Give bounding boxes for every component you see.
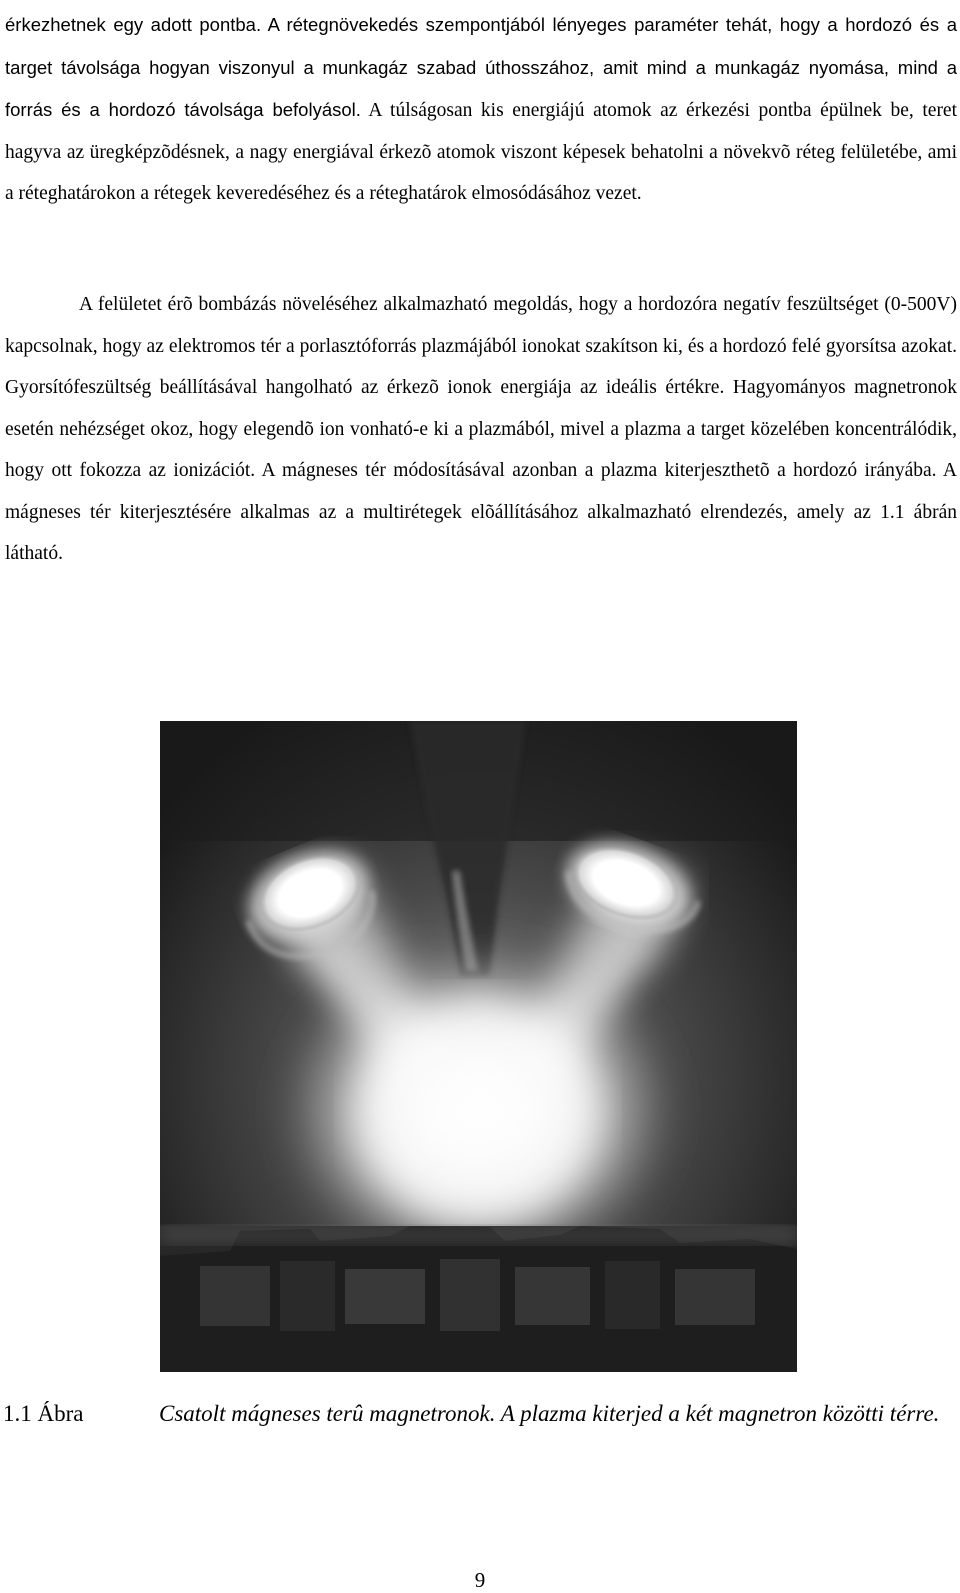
page-number: 9 — [474, 1568, 486, 1592]
figure-caption-text: Csatolt mágneses terû magnetronok. A plazma kiterjed a két magnetron közötti térre. — [159, 1401, 940, 1426]
figure-caption-number: 1.1 Ábra — [3, 1401, 84, 1426]
figure-caption — [3, 1395, 957, 1433]
paragraph-2-text: A felületet érõ bombázás növeléséhez alkalmazható megoldás, hogy a hordozóra negatív feszültséget (0-500V) kapcsolnak, hogy az elektromos tér a porlasztóforrás plazmájából ionokat szakítson ki, és a hordozó felé gyorsítsa azokat. Gyorsítófeszültség beállításával hangolható az érkezõ ionok energiája az ideális értékre. Hagyományos magnetronok esetén nehézséget okoz, hogy elegendõ ion vonható-e ki a plazmából, mivel a plazma a target közelében koncentrálódik, hogy ott fokozza az ionizációt. A mágneses tér módosításával azonban a plazma kiterjeszthetõ a hordozó irányába. A mágneses tér kiterjesztésére alkalmas az a multirétegek elõállításához alkalmazható elrendezés, amely az 1.1 ábrán látható. — [5, 294, 957, 564]
plasma-photo — [160, 721, 797, 1372]
plasma-photo-figure — [160, 721, 797, 1372]
paragraph-1-sans-run: érkezhetnek egy adott pontba. A rétegnövekedés szempontjából lényeges paraméter tehát, hogy a hordozó és a target távolsága hogyan viszonyul a munkagáz szabad úthosszához, amit mind a munkagáz nyomása, mind a forrás és a hordozó távolsága befolyásol. — [5, 14, 957, 120]
paragraph-1-serif-run: A túlságosan kis energiájú atomok az érkezési pontba épülnek be, teret hagyva az üregképzõdésnek, a nagy energiával érkezõ atomok viszont képesek behatolni a növekvõ réteg felületébe, ami a réteghatárokon a rétegek keveredéséhez és a réteghatárok elmosódásához vezet. — [5, 100, 958, 204]
paragraph-1 — [5, 4, 957, 215]
paragraph-2 — [5, 284, 957, 575]
